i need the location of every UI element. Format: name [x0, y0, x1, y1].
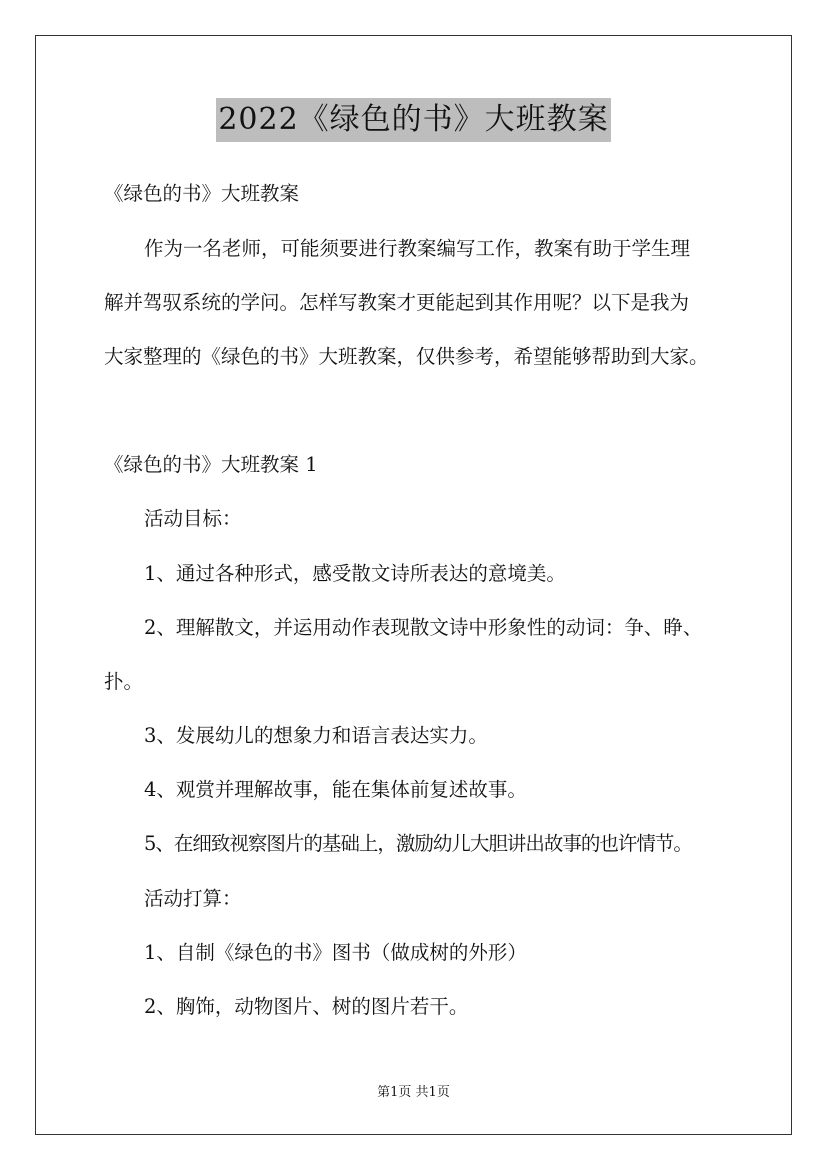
- goal-item: 5、在细致视察图片的基础上，激励幼儿大胆讲出故事的也许情节。: [144, 832, 692, 855]
- goal-item-continuation: 扑。: [104, 670, 144, 693]
- page-footer: 第1页 共1页: [377, 1085, 450, 1100]
- prep-heading: 活动打算：: [144, 887, 242, 910]
- goal-item: 1、通过各种形式，感受散文诗所表达的意境美。: [144, 562, 566, 585]
- intro-line-3: 大家整理的《绿色的书》大班教案，仅供参考，希望能够帮助到大家。: [104, 345, 709, 368]
- document-title: 2022《绿色的书》大班教案: [216, 98, 610, 142]
- section-heading: 《绿色的书》大班教案 1: [104, 453, 318, 476]
- goals-heading: 活动目标：: [144, 507, 242, 530]
- title-container: [0, 98, 827, 142]
- goal-item: 3、发展幼儿的想象力和语言表达实力。: [144, 724, 488, 747]
- prep-item: 2、胸饰，动物图片、树的图片若干。: [144, 995, 469, 1018]
- intro-line-2: 解并驾驭系统的学问。怎样写教案才更能起到其作用呢？以下是我为: [104, 291, 690, 314]
- intro-line-1: 作为一名老师，可能须要进行教案编写工作，教案有助于学生理: [144, 237, 691, 260]
- subtitle: 《绿色的书》大班教案: [104, 182, 300, 205]
- goal-item: 4、观赏并理解故事，能在集体前复述故事。: [144, 778, 527, 801]
- goal-item: 2、理解散文，并运用动作表现散文诗中形象性的动词：争、睁、: [144, 616, 703, 639]
- prep-item: 1、自制《绿色的书》图书（做成树的外形）: [144, 941, 527, 964]
